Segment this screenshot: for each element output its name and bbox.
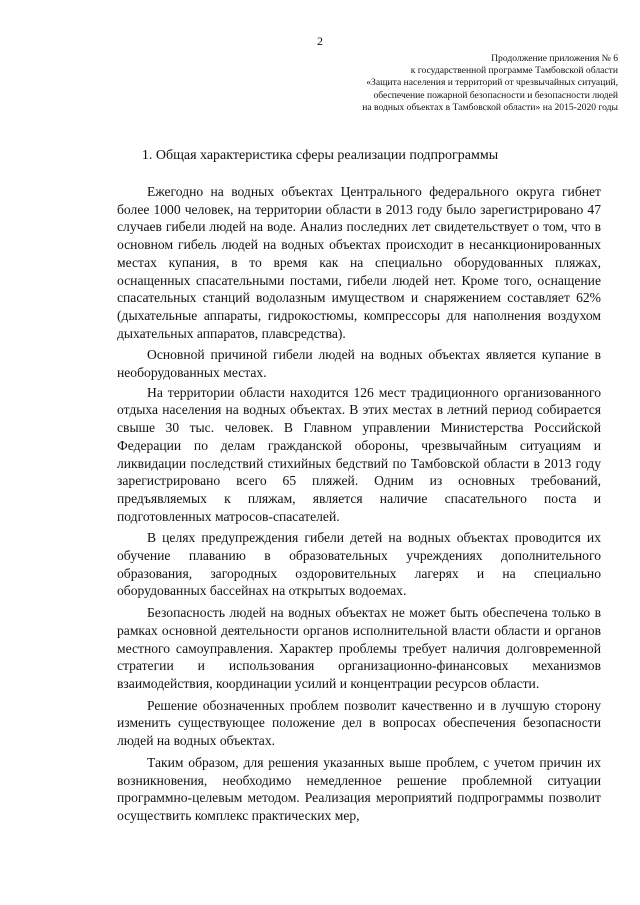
document-body bbox=[117, 183, 601, 829]
paragraph: На территории области находится 126 мест традиционного организованного отдыха населения на водных объектах. В этих местах в летний период собирается свыше 30 тыс. человек. В Главном управлении Министерства Российской Федерации по делам гражданской обороны, чрезвычайным ситуациям и ликвидации последствий стихийных бедствий по Тамбовской области в 2013 году зарегистрировано всего 65 пляжей. Одним из основных требований, предъявляемых к пляжам, является наличие спасательного поста и подготовленных матросов-спасателей. bbox=[117, 384, 601, 524]
appendix-header bbox=[278, 53, 618, 114]
appendix-line: на водных объектах в Тамбовской области» на 2015-2020 годы bbox=[362, 101, 618, 113]
paragraph: В целях предупреждения гибели детей на водных объектах проводится их обучение плаванию в образовательных учреждениях дополнительного образования, загородных оздоровительных лагерях и на специально оборудованных бассейнах на открытых водоемах. bbox=[117, 530, 601, 599]
paragraph: Основной причиной гибели людей на водных объектах является купание в необорудованных местах. bbox=[117, 347, 601, 381]
appendix-line: обеспечение пожарной безопасности и безопасности людей bbox=[373, 89, 618, 101]
paragraph: Ежегодно на водных объектах Центрального федерального округа гибнет более 1000 человек, на территории области в 2013 году было зарегистрировано 47 случаев гибели людей на воде. Анализ последних лет свидетельствует о том, что в основном гибель людей на водных объектах происходит в несанкционированных местах купания, в то время как на специально оборудованных пляжах, оснащенных спасательными постами, гибели людей нет. Кроме того, оснащение спасательных станций водолазным имуществом и снаряжением составляет 62% (дыхательные аппараты, гидрокостюмы, компрессоры для наполнения воздухом дыхательных аппаратов, плавсредства). bbox=[117, 184, 601, 341]
section-title: 1. Общая характеристика сферы реализации подпрограммы bbox=[141, 148, 499, 163]
paragraph: Решение обозначенных проблем позволит качественно и в лучшую сторону изменить существующее положение дел в вопросах обеспечения безопасности людей на водных объектах. bbox=[117, 697, 601, 749]
paragraph: Таким образом, для решения указанных выше проблем, с учетом причин их возникновения, необходимо немедленное решение проблемной ситуации программно-целевым методом. Реализация мероприятий подпрограммы позволит осуществить комплекс практических мер, bbox=[117, 754, 601, 823]
paragraph: Безопасность людей на водных объектах не может быть обеспечена только в рамках основной деятельности органов исполнительной власти области и органов местного самоуправления. Характер проблемы требует наличия долговременной стратегии и использования организационно-финансовых механизмов взаимодействия, координации усилий и концентрации ресурсов области. bbox=[117, 605, 601, 691]
appendix-line: Продолжение приложения № 6 bbox=[491, 53, 618, 64]
appendix-line: «Защита населения и территорий от чрезвычайных ситуаций, bbox=[366, 77, 618, 89]
appendix-line: к государственной программе Тамбовской области bbox=[410, 65, 618, 77]
page-number: 2 bbox=[317, 34, 323, 48]
